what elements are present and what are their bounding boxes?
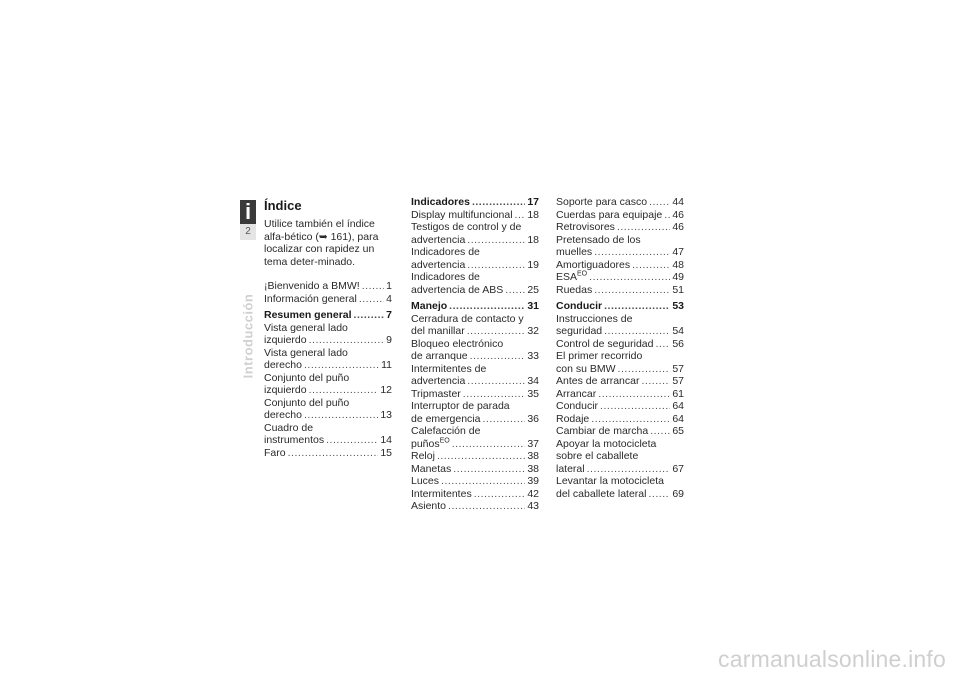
toc-entry-text [264, 334, 307, 347]
dot-leader [482, 413, 525, 426]
toc-entry-row [556, 363, 684, 376]
dot-leader [472, 196, 525, 209]
dot-leader [594, 246, 670, 259]
toc-entry-text [411, 475, 439, 488]
page-title: Índice [264, 198, 302, 213]
toc-entry-line: Cuadro de [264, 421, 314, 434]
toc-entry[interactable] [556, 271, 684, 284]
toc-entry[interactable] [264, 372, 392, 397]
toc-page-number: 34 [527, 375, 539, 387]
toc-entry-row [556, 271, 684, 284]
toc-entry[interactable] [556, 475, 684, 500]
toc-entry-text [556, 363, 616, 376]
toc-entry[interactable] [556, 413, 684, 426]
toc-entry-label: muelles [556, 246, 593, 258]
dot-leader [288, 447, 379, 460]
dot-leader [641, 375, 670, 388]
toc-entry-label: lateral [556, 462, 585, 475]
toc-column-1 [264, 196, 392, 459]
toc-entry-text [411, 375, 465, 388]
toc-entry-row [264, 447, 392, 460]
toc-entry[interactable] [411, 209, 539, 222]
dot-leader [515, 209, 526, 222]
toc-entry-row [411, 438, 539, 451]
toc-entry-text [264, 434, 324, 447]
toc-entry[interactable] [411, 488, 539, 501]
toc-entry[interactable] [411, 300, 539, 313]
toc-entry-row [556, 246, 684, 259]
toc-entry[interactable] [556, 313, 684, 338]
dot-leader [354, 309, 385, 322]
toc-page-number: 17 [527, 196, 539, 208]
toc-entry-row [411, 500, 539, 513]
toc-entry-label: advertencia de ABS [411, 283, 504, 296]
toc-page-number: 67 [672, 462, 684, 475]
toc-entry-row [411, 350, 539, 363]
toc-entry-row [556, 425, 684, 438]
toc-entry-label: Control de seguridad [556, 337, 654, 350]
dot-leader [463, 388, 526, 401]
toc-page-number: 18 [527, 233, 539, 246]
toc-entry-text [411, 284, 503, 297]
toc-entry-text [411, 300, 447, 313]
toc-entry-label: Manejo [411, 300, 448, 312]
toc-entry[interactable] [411, 313, 539, 338]
toc-entry[interactable] [411, 196, 539, 209]
toc-entry-row [556, 388, 684, 401]
toc-entry-label: Ruedas [556, 283, 593, 296]
toc-entry-label: Faro [264, 446, 286, 459]
toc-entry-label: seguridad [556, 325, 603, 337]
toc-entry-line: Conjunto del puño [264, 371, 350, 384]
superscript-mark: EO [577, 270, 588, 278]
toc-entry-text [411, 450, 435, 463]
toc-entry-label: Amortiguadores [556, 258, 631, 271]
toc-page-number: 49 [672, 271, 684, 283]
toc-entry-row [556, 209, 684, 222]
toc-entry-text [411, 234, 465, 247]
toc-entry[interactable] [556, 209, 684, 222]
toc-entry-text [556, 400, 598, 413]
toc-entry-label: advertencia [411, 258, 466, 271]
dot-leader [649, 196, 670, 209]
toc-entry-text [556, 196, 647, 209]
toc-heading [411, 196, 539, 209]
dot-leader [467, 259, 525, 272]
toc-entry-text [556, 325, 602, 338]
toc-entry-line: Indicadores de [411, 246, 480, 258]
toc-entry-text [264, 359, 302, 372]
toc-entry-text [411, 413, 480, 426]
toc-list [264, 280, 392, 459]
toc-entry-row [411, 234, 539, 247]
toc-page-number: 37 [527, 437, 539, 450]
toc-entry-line: Conjunto del puño [264, 396, 350, 409]
section-tab-letter: i [244, 199, 252, 224]
dot-leader [589, 271, 670, 284]
toc-entry-text [264, 293, 357, 306]
dot-leader [650, 425, 670, 438]
toc-entry-text [556, 338, 653, 351]
toc-page-number: 35 [527, 387, 539, 400]
dot-leader [467, 234, 525, 247]
toc-entry[interactable] [411, 221, 539, 246]
toc-entry-line: Indicadores de [411, 271, 480, 283]
toc-entry-row [411, 463, 539, 476]
dot-leader [591, 413, 670, 426]
toc-entry-text [556, 209, 662, 222]
dot-leader [362, 280, 384, 293]
toc-page-number: 4 [386, 292, 392, 305]
toc-entry-row [411, 413, 539, 426]
toc-entry[interactable] [411, 338, 539, 363]
toc-entry-text [411, 350, 468, 363]
toc-entry-text [556, 246, 592, 259]
toc-entry-row [411, 488, 539, 501]
toc-entry-row [264, 293, 392, 306]
toc-entry-row [556, 284, 684, 297]
toc-entry-label: Asiento [411, 500, 447, 512]
toc-entry-line: Intermitentes de [411, 362, 487, 375]
dot-leader [587, 463, 671, 476]
toc-entry[interactable] [411, 463, 539, 476]
toc-entry-line: Testigos de control y de [411, 221, 522, 233]
toc-column-2 [411, 196, 539, 513]
toc-entry[interactable] [556, 350, 684, 375]
toc-entry-row [411, 388, 539, 401]
toc-entry-label: Rodaje [556, 412, 590, 425]
toc-entry-row [556, 375, 684, 388]
toc-entry-text [556, 375, 639, 388]
toc-entry-label: de arranque [411, 350, 468, 362]
dot-leader [664, 209, 670, 222]
toc-entry-line: Interruptor de parada [411, 400, 510, 412]
toc-entry-label: izquierdo [264, 384, 307, 396]
toc-entry-label: del manillar [411, 325, 465, 337]
toc-entry[interactable] [556, 375, 684, 388]
toc-entry-row [556, 221, 684, 234]
toc-list [556, 196, 684, 500]
toc-entry-label: derecho [264, 409, 302, 421]
dot-leader [449, 300, 525, 313]
toc-entry[interactable] [556, 400, 684, 413]
toc-entry[interactable] [411, 425, 539, 450]
toc-entry-row [556, 259, 684, 272]
toc-entry-line: sobre el caballete [556, 450, 639, 462]
toc-entry-line: Apoyar la motocicleta [556, 437, 657, 450]
toc-heading [264, 309, 392, 322]
toc-entry-text [556, 284, 592, 297]
superscript-mark: EO [439, 437, 450, 444]
toc-entry-row [556, 413, 684, 426]
toc-entry-text [411, 209, 513, 222]
toc-entry-text [264, 447, 286, 460]
toc-page-number: 7 [386, 309, 392, 321]
dot-leader [359, 293, 384, 306]
toc-entry-line: Cerradura de contacto y [411, 312, 524, 325]
toc-entry-line: Instrucciones de [556, 312, 633, 325]
toc-page-number: 47 [672, 246, 684, 258]
toc-entry[interactable] [264, 397, 392, 422]
toc-page-number: 64 [672, 400, 684, 412]
dot-leader [655, 338, 670, 351]
toc-page-number: 12 [380, 384, 392, 396]
toc-page-number: 13 [380, 409, 392, 421]
toc-entry-row [556, 338, 684, 351]
dot-leader [467, 325, 526, 338]
toc-entry-label: ¡Bienvenido a BMW! [264, 280, 360, 292]
toc-entry[interactable] [264, 309, 392, 322]
dot-leader [326, 434, 378, 447]
toc-page-number: 53 [672, 300, 684, 312]
toc-entry-row [556, 488, 684, 501]
toc-page-number: 9 [386, 334, 392, 346]
toc-entry-label: advertencia [411, 375, 466, 387]
toc-entry[interactable] [411, 246, 539, 271]
toc-page-number: 31 [527, 300, 539, 312]
toc-entry-text [411, 196, 470, 209]
toc-entry-row [556, 400, 684, 413]
toc-entry-text [264, 409, 302, 422]
toc-entry-label: Luces [411, 475, 440, 487]
dot-leader [648, 488, 670, 501]
toc-entry-label: advertencia [411, 233, 466, 246]
toc-entry-label: instrumentos [264, 434, 325, 446]
toc-entry-text [556, 259, 630, 272]
toc-entry-label: Indicadores [411, 196, 470, 208]
toc-page-number: 64 [672, 412, 684, 425]
intro-text: Utilice también el índice alfa-bético (➥ 161), para localizar con rapidez un tema deter-minado. [264, 218, 379, 268]
toc-entry-row [411, 475, 539, 488]
toc-entry-text [556, 388, 596, 401]
dot-leader [474, 488, 526, 501]
toc-entry[interactable] [264, 322, 392, 347]
toc-entry-row [411, 375, 539, 388]
toc-page-number: 14 [380, 434, 392, 446]
toc-entry-line: Bloqueo electrónico [411, 337, 504, 350]
toc-entry-row [264, 384, 392, 397]
toc-page-number: 38 [527, 450, 539, 462]
toc-entry[interactable] [556, 438, 684, 476]
toc-entry-text [556, 221, 615, 234]
toc-entry-label: Manetas [411, 462, 452, 475]
toc-page-number: 46 [672, 208, 684, 221]
toc-page-number: 25 [527, 283, 539, 296]
toc-entry-row [264, 280, 392, 293]
toc-entry-text [411, 500, 446, 513]
toc-entry-label: Resumen general [264, 309, 352, 321]
toc-entry-label: Tripmaster [411, 387, 461, 400]
toc-entry-text [556, 463, 585, 476]
toc-page-number: 42 [527, 487, 539, 500]
toc-entry-line: Vista general lado [264, 346, 348, 359]
toc-entry[interactable] [556, 388, 684, 401]
toc-entry-text [556, 300, 602, 313]
toc-entry-label: Información general [264, 292, 357, 305]
toc-entry[interactable] [556, 284, 684, 297]
dot-leader [437, 450, 525, 463]
toc-page-number: 32 [527, 325, 539, 337]
toc-entry[interactable] [411, 450, 539, 463]
dot-leader [452, 438, 526, 451]
toc-entry-row [411, 450, 539, 463]
toc-entry-line: Calefacción de [411, 425, 481, 437]
section-label: Introducción [240, 293, 256, 379]
toc-entry[interactable] [556, 196, 684, 209]
toc-page-number: 43 [527, 500, 539, 512]
toc-entry-text [411, 259, 465, 272]
toc-entry[interactable] [411, 400, 539, 425]
toc-entry-text [411, 488, 472, 501]
toc-entry[interactable] [556, 234, 684, 259]
dot-leader [632, 259, 670, 272]
toc-page-number: 57 [672, 375, 684, 387]
dot-leader [604, 325, 670, 338]
toc-page-number: 1 [386, 280, 392, 292]
toc-entry-text [264, 280, 360, 293]
toc-entry-line: Levantar la motocicleta [556, 475, 664, 487]
toc-page-number: 57 [672, 362, 684, 375]
toc-entry-label: izquierdo [264, 334, 307, 346]
toc-entry-label: Cuerdas para equipaje [556, 208, 663, 221]
toc-entry-row [264, 409, 392, 422]
dot-leader [309, 384, 379, 397]
toc-column-3 [556, 196, 684, 500]
toc-entry[interactable] [556, 425, 684, 438]
toc-page-number: 33 [527, 350, 539, 362]
toc-entry-row [556, 325, 684, 338]
toc-entry-label: ESA [556, 271, 578, 283]
toc-page-number: 44 [672, 196, 684, 208]
toc-entry[interactable] [264, 447, 392, 460]
toc-page-number: 39 [527, 475, 539, 487]
toc-entry-text [411, 438, 450, 451]
toc-entry-label: Intermitentes [411, 487, 472, 500]
toc-entry-text [556, 413, 589, 426]
toc-entry[interactable] [411, 500, 539, 513]
dot-leader [304, 359, 379, 372]
dot-leader [470, 350, 526, 363]
toc-entry-line: El primer recorrido [556, 350, 643, 362]
dot-leader [594, 284, 670, 297]
toc-entry-text [411, 325, 465, 338]
toc-entry-row [264, 359, 392, 372]
dot-leader [467, 375, 525, 388]
toc-entry-row [556, 463, 684, 476]
toc-entry-label: Cambiar de marcha [556, 425, 649, 437]
toc-page-number: 18 [527, 208, 539, 221]
toc-entry-text [411, 388, 461, 401]
toc-page-number: 51 [672, 283, 684, 296]
toc-entry[interactable] [264, 280, 392, 293]
toc-entry-label: Display multifuncional [411, 208, 513, 221]
toc-entry[interactable] [556, 338, 684, 351]
watermark: carmanualsonline.info [718, 646, 946, 672]
dot-leader [453, 463, 525, 476]
toc-entry-label: Antes de arrancar [556, 375, 640, 387]
toc-page-number: 36 [527, 412, 539, 425]
toc-entry-label: Reloj [411, 450, 435, 462]
toc-page-number: 11 [381, 359, 392, 371]
toc-entry-row [264, 434, 392, 447]
toc-entry-line: Pretensado de los [556, 233, 641, 246]
toc-entry-label: del caballete lateral [556, 487, 647, 500]
toc-entry[interactable] [411, 388, 539, 401]
toc-page-number: 19 [527, 258, 539, 271]
toc-entry[interactable] [556, 221, 684, 234]
toc-entry-row [411, 325, 539, 338]
toc-entry-text [411, 463, 451, 476]
toc-entry-label: Arrancar [556, 387, 597, 400]
dot-leader [598, 388, 670, 401]
toc-entry-label: Retrovisores [556, 221, 615, 233]
toc-entry[interactable] [411, 363, 539, 388]
toc-entry[interactable] [411, 475, 539, 488]
toc-entry-row [264, 334, 392, 347]
toc-page-number: 65 [672, 425, 684, 437]
toc-page-number: 56 [672, 337, 684, 350]
dot-leader [618, 363, 671, 376]
toc-page-number: 69 [672, 487, 684, 500]
dot-leader [448, 500, 525, 513]
toc-entry-label: puños [411, 437, 440, 450]
toc-entry-label: de emergencia [411, 412, 481, 425]
toc-entry[interactable] [556, 259, 684, 272]
toc-entry-label: Conducir [556, 400, 599, 412]
toc-heading [556, 300, 684, 313]
page-number: 2 [240, 224, 256, 240]
toc-entry[interactable] [264, 347, 392, 372]
toc-page-number: 15 [380, 446, 392, 459]
toc-entry[interactable] [264, 293, 392, 306]
toc-page-number: 48 [672, 258, 684, 271]
toc-entry-label: derecho [264, 359, 302, 371]
dot-leader [304, 409, 378, 422]
toc-entry-text [556, 425, 648, 438]
toc-entry-text [264, 309, 352, 322]
toc-entry-text [264, 384, 307, 397]
toc-entry-row [411, 209, 539, 222]
toc-entry-label: Conducir [556, 300, 603, 312]
toc-entry-row [411, 284, 539, 297]
toc-entry-text [556, 271, 587, 284]
toc-page-number: 46 [672, 221, 684, 233]
toc-entry[interactable] [556, 300, 684, 313]
section-tab [240, 200, 256, 224]
dot-leader [441, 475, 525, 488]
toc-entry[interactable] [264, 422, 392, 447]
toc-entry-line: Vista general lado [264, 321, 348, 334]
dot-leader [309, 334, 385, 347]
toc-entry-text [556, 488, 646, 501]
toc-list [411, 196, 539, 513]
toc-entry-row [556, 196, 684, 209]
toc-entry-label: Soporte para casco [556, 196, 648, 208]
toc-entry[interactable] [411, 271, 539, 296]
dot-leader [604, 300, 670, 313]
toc-page-number: 54 [672, 325, 684, 337]
dot-leader [505, 284, 525, 297]
toc-heading [411, 300, 539, 313]
toc-entry-row [411, 259, 539, 272]
dot-leader [617, 221, 670, 234]
toc-entry-label: con su BMW [556, 362, 616, 375]
toc-page-number: 61 [672, 387, 684, 400]
toc-page-number: 38 [527, 462, 539, 475]
dot-leader [600, 400, 670, 413]
